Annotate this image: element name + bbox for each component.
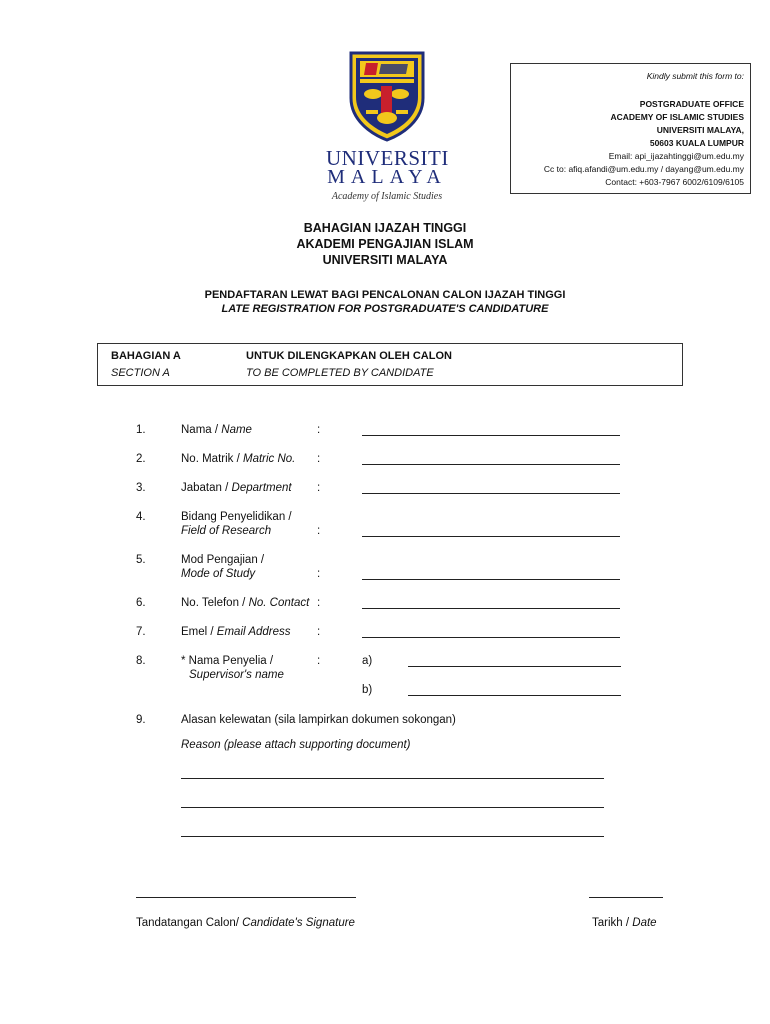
logo-tagline: Academy of Islamic Studies: [331, 191, 443, 202]
field-label-research-english: Field of Research: [181, 525, 272, 537]
study-mode-input-line[interactable]: [362, 579, 620, 580]
header-line2: AKADEMI PENGAJIAN ISLAM: [296, 237, 474, 251]
field-colon: :: [317, 424, 321, 436]
field-colon: :: [317, 568, 321, 580]
field-colon: :: [317, 597, 321, 609]
field-label-study-mode-english: Mode of Study: [181, 568, 256, 580]
field-label-department: Jabatan / Department: [181, 482, 292, 494]
reason-label-english: Reason (please attach supporting document): [181, 739, 411, 751]
field-number: 5.: [136, 554, 146, 566]
reason-input-line[interactable]: [181, 807, 604, 808]
university-logo: [326, 50, 448, 205]
field-number: 9.: [136, 714, 146, 726]
section-label-malay: BAHAGIAN A: [111, 350, 181, 362]
date-line[interactable]: [589, 897, 663, 898]
header-line3: UNIVERSITI MALAYA: [322, 253, 448, 267]
logo-name-line2: MALAYA: [327, 166, 447, 188]
field-label-supervisor-malay: * Nama Penyelia /: [181, 655, 274, 667]
field-number: 6.: [136, 597, 146, 609]
contact-input-line[interactable]: [362, 608, 620, 609]
header-line1: BAHAGIAN IJAZAH TINGGI: [303, 221, 467, 235]
crest-icon: [348, 50, 426, 142]
department-input-line[interactable]: [362, 493, 620, 494]
field-label-study-mode-malay: Mod Pengajian /: [181, 554, 265, 566]
section-a-box: [97, 343, 683, 386]
reason-input-line[interactable]: [181, 778, 604, 779]
university-name: UNIVERSITI MALAYA,: [656, 125, 744, 135]
section-label-english: SECTION A: [111, 367, 170, 379]
supervisor-b-input-line[interactable]: [408, 695, 621, 696]
logo-name-line1: UNIVERSITI: [326, 146, 449, 170]
signature-label: Tandatangan Calon/ Candidate's Signature: [136, 917, 355, 929]
section-desc-malay: UNTUK DILENGKAPKAN OLEH CALON: [246, 350, 452, 362]
field-colon: :: [317, 453, 321, 465]
supervisor-a-input-line[interactable]: [408, 666, 621, 667]
field-colon: :: [317, 525, 321, 537]
postal-address: 50603 KUALA LUMPUR: [649, 138, 744, 148]
submit-to-box: [510, 63, 751, 194]
date-label: Tarikh / Date: [592, 917, 657, 929]
supervisor-a-label: a): [362, 655, 373, 667]
contact-number: Contact: +603-7967 6002/6109/6105: [605, 177, 744, 187]
field-number: 8.: [136, 655, 146, 667]
field-number: 2.: [136, 453, 146, 465]
reason-input-line[interactable]: [181, 836, 604, 837]
field-label-research-malay: Bidang Penyelidikan /: [181, 511, 292, 523]
submit-heading: Kindly submit this form to:: [646, 71, 744, 81]
form-title-english: LATE REGISTRATION FOR POSTGRADUATE'S CANDIDATURE: [221, 303, 549, 315]
form-title-malay: PENDAFTARAN LEWAT BAGI PENCALONAN CALON IJAZAH TINGGI: [204, 289, 566, 301]
name-input-line[interactable]: [362, 435, 620, 436]
field-colon: :: [317, 482, 321, 494]
signature-line[interactable]: [136, 897, 356, 898]
field-colon: :: [317, 626, 321, 638]
field-label-supervisor-english: Supervisor's name: [189, 669, 284, 681]
field-label-matric: No. Matrik / Matric No.: [181, 453, 296, 465]
field-number: 3.: [136, 482, 146, 494]
office-name: POSTGRADUATE OFFICE: [639, 99, 744, 109]
supervisor-b-label: b): [362, 684, 373, 696]
field-number: 7.: [136, 626, 146, 638]
academy-name: ACADEMY OF ISLAMIC STUDIES: [610, 112, 744, 122]
section-desc-english: TO BE COMPLETED BY CANDIDATE: [246, 367, 434, 379]
reason-label-malay: Alasan kelewatan (sila lampirkan dokumen sokongan): [181, 714, 456, 726]
office-email: Email: api_ijazahtinggi@um.edu.my: [608, 151, 744, 161]
field-label-contact: No. Telefon / No. Contact: [181, 597, 310, 609]
cc-emails: Cc to: afiq.afandi@um.edu.my / dayang@um.edu.my: [543, 164, 744, 174]
field-colon: :: [317, 655, 321, 667]
field-label-email: Emel / Email Address: [181, 626, 291, 638]
field-number: 1.: [136, 424, 146, 436]
research-input-line[interactable]: [362, 536, 620, 537]
field-label-name: Nama / Name: [181, 424, 252, 436]
email-input-line[interactable]: [362, 637, 620, 638]
field-number: 4.: [136, 511, 146, 523]
matric-input-line[interactable]: [362, 464, 620, 465]
